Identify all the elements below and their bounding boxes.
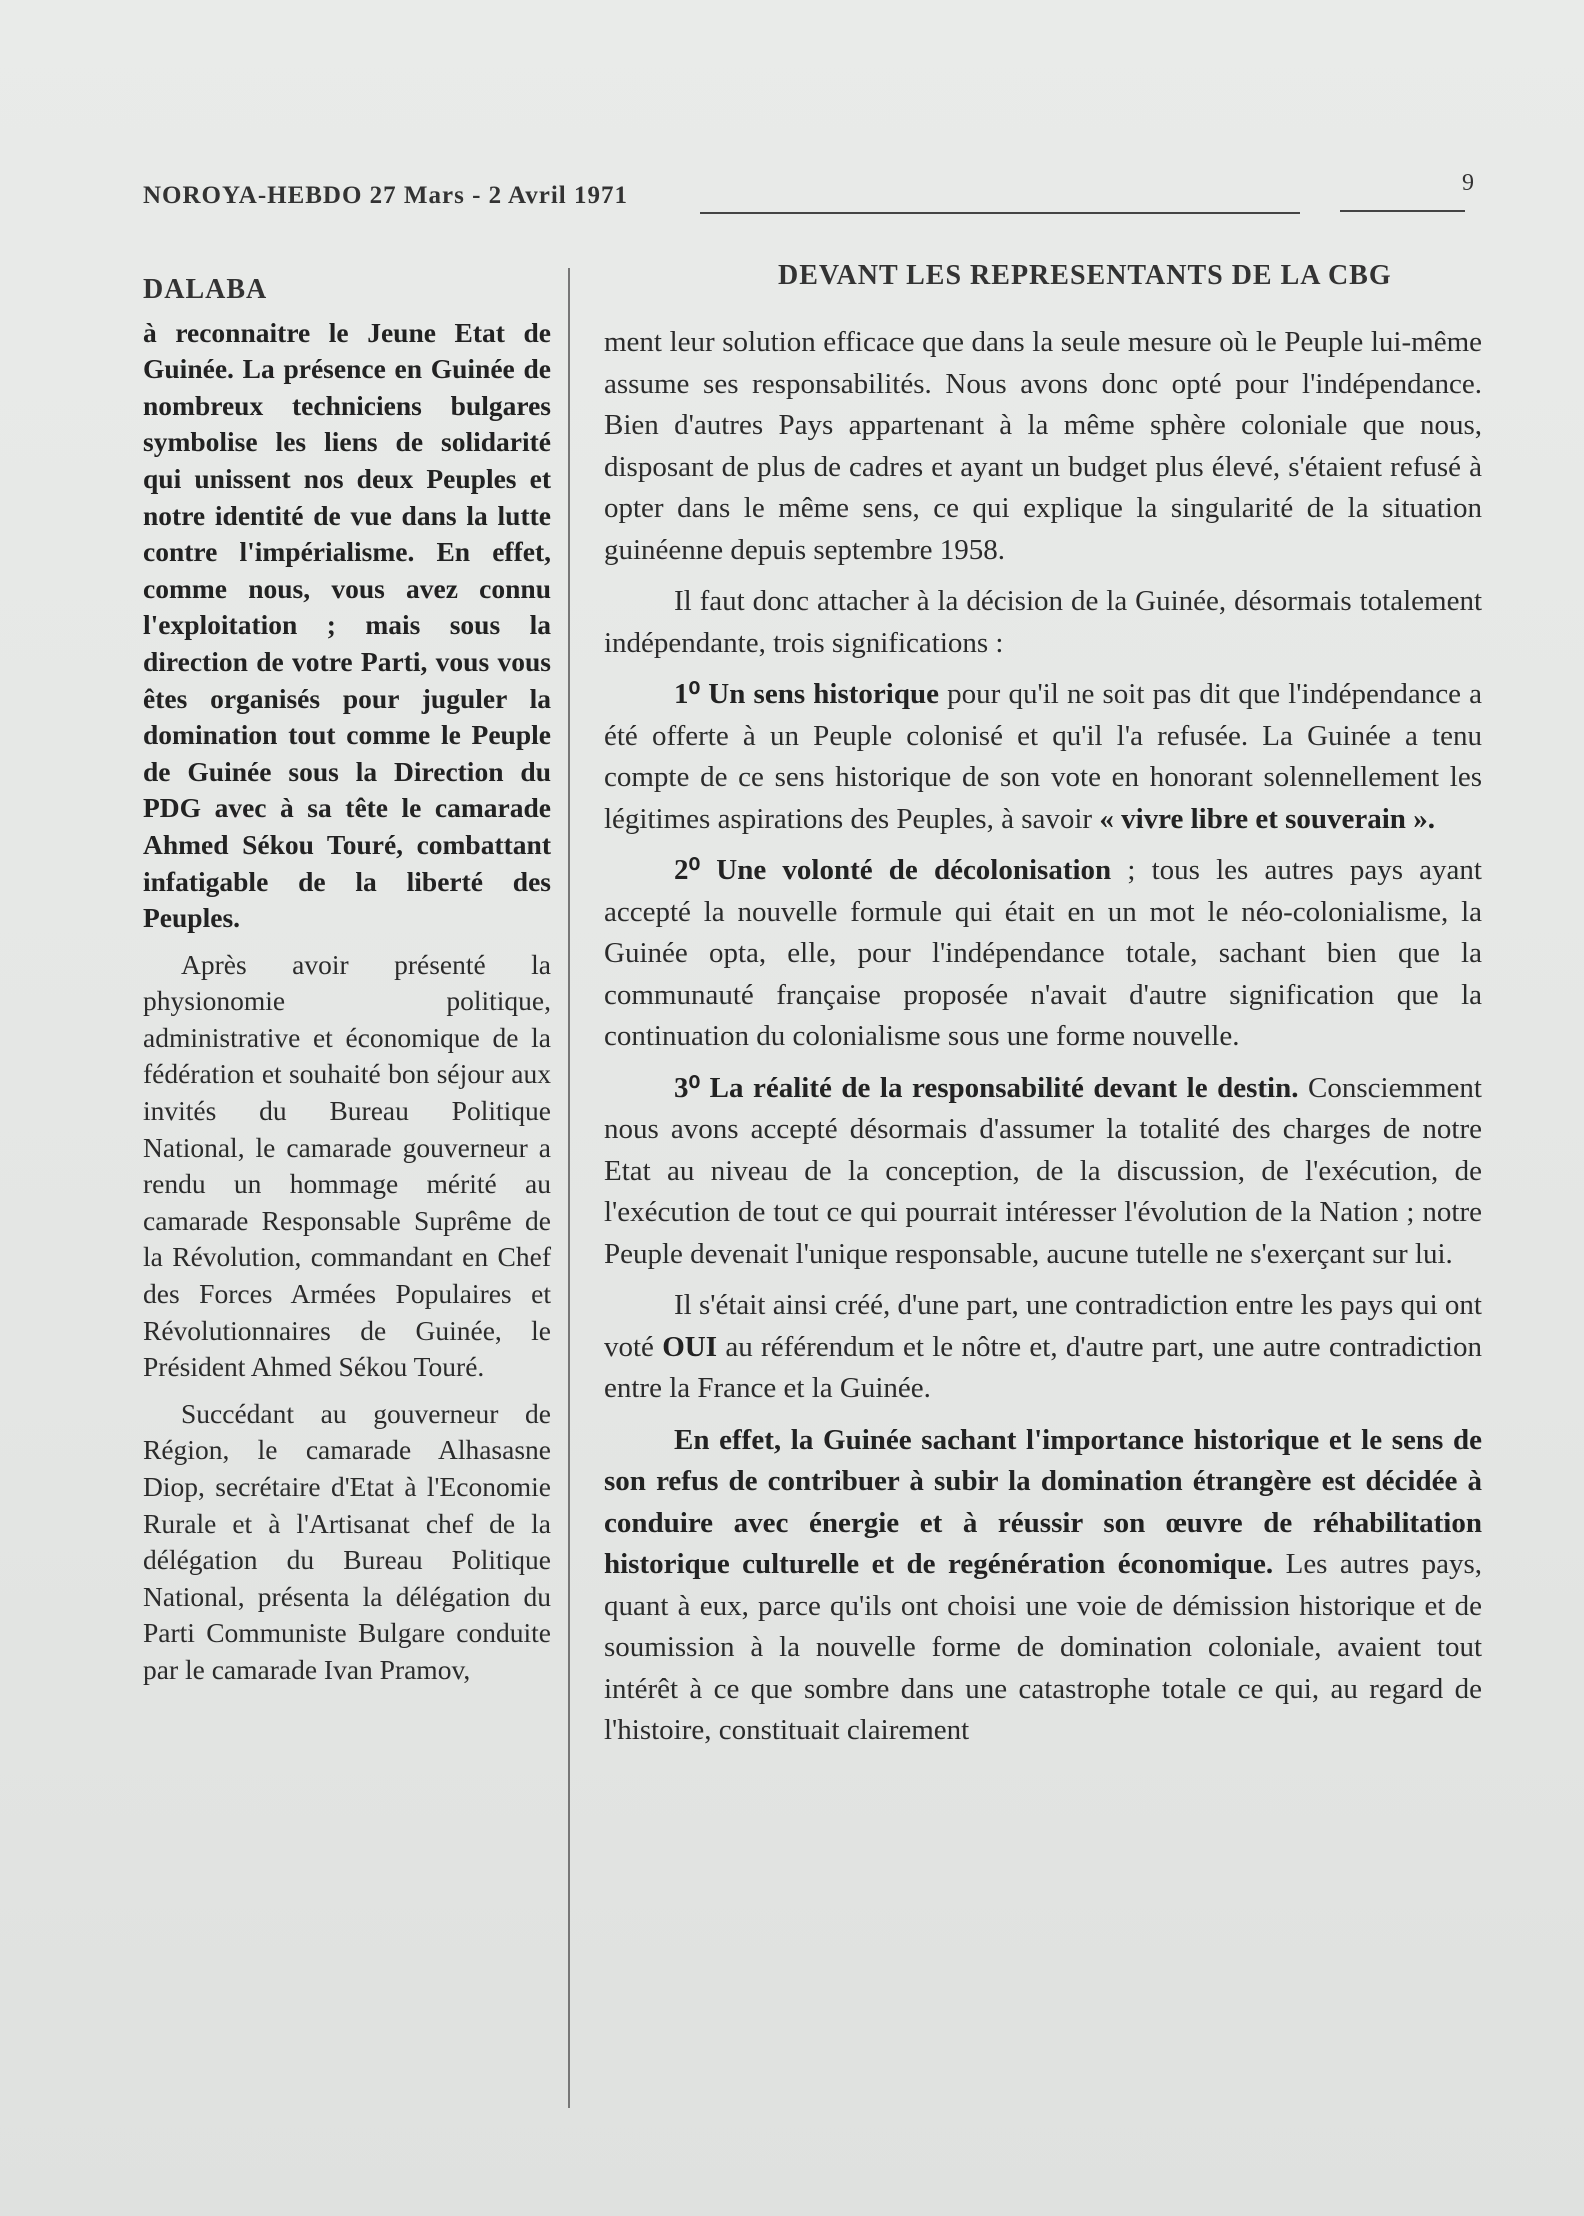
- point-3-text: Consciemment nous avons accepté désormais d'assumer la totalité des charges de notre Etat au niveau de la conception, de la discussion, de l'exécution, de l'exécution de tout ce qui pourrait intéresser l'évolution de la Nation ; notre Peuple devenait l'unique responsable, aucune tutelle ne s'exerçant sur lui.: [604, 1071, 1482, 1270]
- right-paragraph-2: Il faut donc attacher à la décision de la Guinée, désormais totalement indépendante, trois significations :: [604, 585, 1482, 659]
- header-rule: [700, 212, 1300, 214]
- right-paragraph-3: [604, 674, 1482, 840]
- point-2-text: ; tous les autres pays ayant accepté la nouvelle formule qui était en un mot le néo-colonialisme, la Guinée opta, elle, pour l'indépendance totale, sachant bien que la communauté française proposée n'avait d'autre signification que la continuation du colonialisme sous une forme nouvelle.: [604, 854, 1482, 1052]
- page-number: 9: [1462, 170, 1474, 196]
- left-column: [143, 272, 551, 1689]
- point-1-text: pour qu'il ne soit pas dit que l'indépendance a été offerte à un Peuple colonisé et qu'il l'a refusée. La Guinée a tenu compte de ce sens historique de son vote en honorant solennellement les légitimes aspirations des Peuples, à savoir: [604, 678, 1482, 835]
- left-section-heading: DALABA: [143, 274, 268, 305]
- right-paragraph-5: [604, 1068, 1482, 1276]
- paragraph-6-text-a: Il s'était ainsi créé, d'une part, une contradiction entre les pays qui ont voté: [604, 1289, 1482, 1363]
- point-1-title: 1⁰ Un sens historique: [674, 678, 939, 710]
- left-paragraph-1-text: à reconnaitre le Jeune Etat de Guinée. La présence en Guinée de nombreux techniciens bulgares symbolise les liens de solidarité qui unissent nos deux Peuples et notre identité de vue dans la lutte contre l'impérialisme. En effet, comme nous, vous avez connu l'exploitation ; mais sous la direction de votre Parti, vous vous êtes organisés pour juguler la domination tout comme le Peuple de Guinée sous la Direction du PDG avec à sa tête le camarade Ahmed Sékou Touré, combattant infatigable de la liberté des Peuples.: [143, 316, 551, 934]
- right-paragraph-6: [604, 1285, 1482, 1410]
- right-column: [604, 322, 1482, 1752]
- right-paragraph-4: [604, 850, 1482, 1058]
- point-3-title: 3⁰ La réalité de la responsabilité devant le destin.: [674, 1071, 1299, 1104]
- running-head: NOROYA-HEBDO 27 Mars - 2 Avril 1971: [143, 182, 628, 209]
- paragraph-6-text-b: au référendum et le nôtre et, d'autre part, une autre contradiction entre la France et la Guinée.: [604, 1330, 1482, 1404]
- paragraph-6-oui: OUI: [662, 1330, 718, 1363]
- point-2-title: 2⁰ Une volonté de décolonisation: [674, 854, 1112, 886]
- header-rule-right: [1340, 210, 1465, 212]
- right-section-heading: DEVANT LES REPRESENTANTS DE LA CBG: [778, 260, 1392, 291]
- column-divider: [568, 268, 570, 2108]
- paragraph-7-bold: En effet, la Guinée sachant l'importance historique et le sens de son refus de contribuer à subir la domination étrangère est décidée à conduire avec énergie et à réussir son œuvre de réhabilitation historique culturelle et de regénération économique.: [604, 1423, 1482, 1580]
- right-paragraph-7: [604, 1420, 1482, 1752]
- left-paragraph-1: [143, 315, 551, 937]
- right-paragraph-1: ment leur solution efficace que dans la seule mesure où le Peuple lui-même assume ses responsabilités. Nous avons donc opté pour l'indépendance. Bien d'autres Pays appartenant à la même sphère coloniale que nous, disposant de plus de cadres et ayant un budget plus élevé, s'étaient refusé à opter dans le même sens, ce qui explique la singularité de la situation guinéenne depuis septembre 1958.: [604, 326, 1482, 566]
- left-paragraph-2: Après avoir présenté la physionomie politique, administrative et économique de la fédération et souhaité bon séjour aux invités du Bureau Politique National, le camarade gouverneur a rendu un hommage mérité au camarade Responsable Suprême de la Révolution, commandant en Chef des Forces Armées Populaires et Révolutionnaires de Guinée, le Président Ahmed Sékou Touré.: [143, 948, 551, 1383]
- point-1-quote: « vivre libre et souverain ».: [1099, 802, 1435, 835]
- left-paragraph-3: Succédant au gouverneur de Région, le camarade Alhasasne Diop, secrétaire d'Etat à l'Economie Rurale et à l'Artisanat chef de la délégation du Bureau Politique National, présenta la délégation du Parti Communiste Bulgare conduite par le camarade Ivan Pramov,: [143, 1397, 551, 1685]
- paragraph-7-text: Les autres pays, quant à eux, parce qu'ils ont choisi une voie de démission historique et de soumission à la nouvelle forme de domination coloniale, avaient tout intérêt à ce que sombre dans une catastrophe totale ce qui, au regard de l'histoire, constituait clairement: [604, 1548, 1482, 1746]
